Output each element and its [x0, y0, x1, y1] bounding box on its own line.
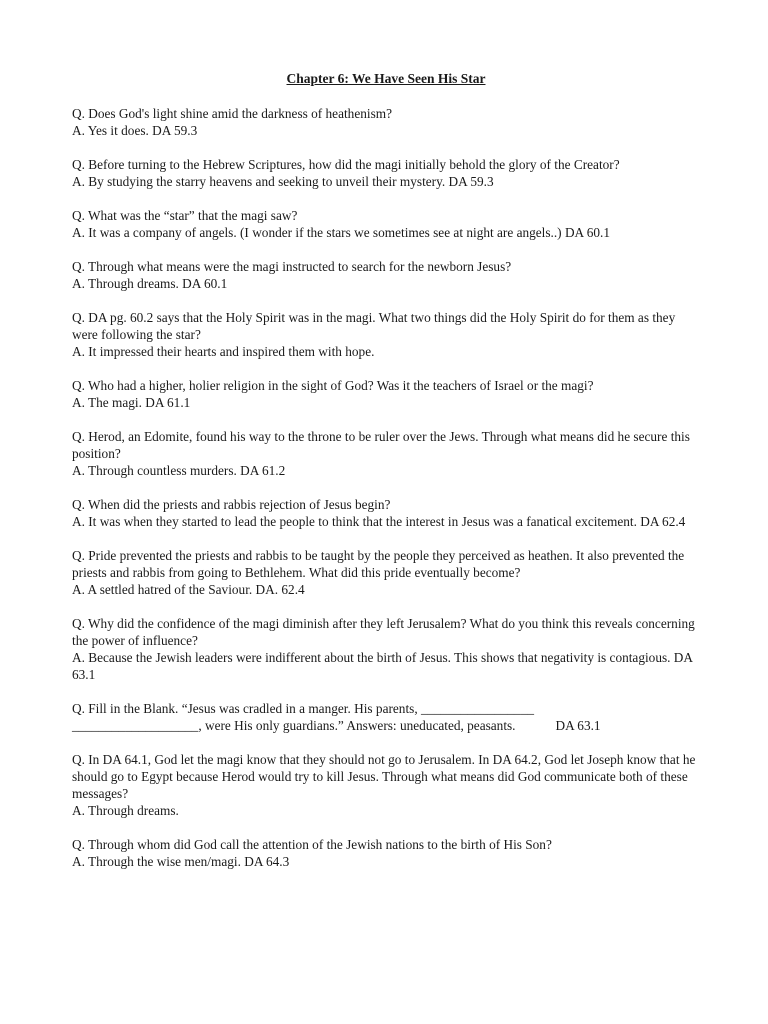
question: Q. Why did the confidence of the magi diminish after they left Jerusalem? What do you think this reveals concerning the power of influence? [72, 616, 695, 648]
answer: A. Through countless murders. DA 61.2 [72, 463, 286, 478]
qa-item-9 [72, 547, 700, 598]
qa-item-8 [72, 496, 700, 530]
fill-blank-reference: DA 63.1 [555, 718, 601, 733]
answer: A. A settled hatred of the Saviour. DA. 62.4 [72, 582, 305, 597]
answer: A. It was a company of angels. (I wonder if the stars we sometimes see at night are angels..) DA 60.1 [72, 225, 611, 240]
document-page [72, 70, 700, 887]
fill-blank-text: ___________________, were His only guardians.” Answers: uneducated, peasants. [72, 718, 516, 733]
answer: A. Yes it does. DA 59.3 [72, 123, 198, 138]
question: Q. Herod, an Edomite, found his way to the throne to be ruler over the Jews. Through what means did he secure this position? [72, 429, 690, 461]
answer: A. Through dreams. DA 60.1 [72, 276, 228, 291]
question: Q. When did the priests and rabbis rejection of Jesus begin? [72, 497, 391, 512]
question: Q. DA pg. 60.2 says that the Holy Spirit was in the magi. What two things did the Holy Spirit do for them as they were following the star? [72, 310, 676, 342]
question: Q. What was the “star” that the magi saw? [72, 208, 298, 223]
qa-item-1 [72, 105, 700, 139]
answer: A. Through dreams. [72, 803, 179, 818]
question: Q. Through whom did God call the attention of the Jewish nations to the birth of His Son? [72, 837, 552, 852]
answer: A. It was when they started to lead the people to think that the interest in Jesus was a fanatical excitement. DA 62.4 [72, 514, 686, 529]
qa-item-7 [72, 428, 700, 479]
question: Q. Through what means were the magi instructed to search for the newborn Jesus? [72, 259, 512, 274]
question: Q. Before turning to the Hebrew Scriptures, how did the magi initially behold the glory of the Creator? [72, 157, 620, 172]
question: Q. In DA 64.1, God let the magi know that they should not go to Jerusalem. In DA 64.2, God let Joseph know that he should go to Egypt because Herod would try to kill Jesus. Through what means did God communicate both of these messages? [72, 752, 696, 801]
question: Q. Pride prevented the priests and rabbis to be taught by the people they perceived as heathen. It also prevented the priests and rabbis from going to Bethlehem. What did this pride eventually become? [72, 548, 685, 580]
answer: A. Because the Jewish leaders were indifferent about the birth of Jesus. This shows that negativity is contagious. DA 63.1 [72, 650, 693, 682]
qa-item-10 [72, 615, 700, 683]
qa-item-2 [72, 156, 700, 190]
answer: A. The magi. DA 61.1 [72, 395, 191, 410]
answer: A. It impressed their hearts and inspired them with hope. [72, 344, 375, 359]
question: Q. Who had a higher, holier religion in the sight of God? Was it the teachers of Israel or the magi? [72, 378, 594, 393]
question: Q. Does God's light shine amid the darkness of heathenism? [72, 106, 392, 121]
fill-in-blank-item [72, 700, 700, 734]
qa-item-6 [72, 377, 700, 411]
qa-item-4 [72, 258, 700, 292]
qa-item-5 [72, 309, 700, 360]
answer: A. Through the wise men/magi. DA 64.3 [72, 854, 290, 869]
fill-blank-line-1: Q. Fill in the Blank. “Jesus was cradled in a manger. His parents, _________________ [72, 701, 534, 716]
qa-item-13 [72, 836, 700, 870]
qa-item-3 [72, 207, 700, 241]
answer: A. By studying the starry heavens and seeking to unveil their mystery. DA 59.3 [72, 174, 494, 189]
chapter-title: Chapter 6: We Have Seen His Star [286, 71, 486, 86]
fill-blank-line-2 [72, 717, 700, 734]
qa-item-12 [72, 751, 700, 819]
